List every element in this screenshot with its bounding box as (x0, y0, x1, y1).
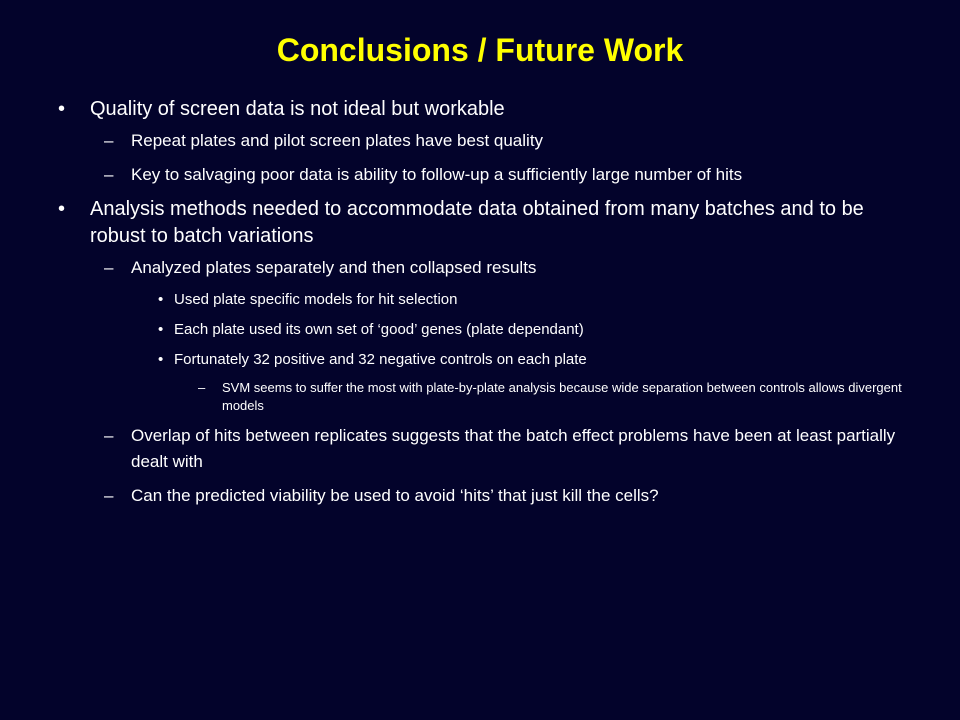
dash-marker: – (104, 258, 114, 277)
sub-bullet-item (104, 255, 916, 281)
sub-bullet-item (104, 128, 916, 154)
slide-body (56, 96, 916, 517)
third-level-text: Each plate used its own set of ‘good’ genes (plate dependant) (174, 321, 584, 338)
third-level-item (158, 319, 916, 340)
bullet-marker: • (158, 291, 164, 308)
bullet-text: Analysis methods needed to accommodate data obtained from many batches and to be robust to batch variations (90, 198, 864, 247)
bullet-marker: • (58, 198, 66, 220)
sub-bullet-item (104, 483, 916, 509)
dash-marker: – (104, 131, 114, 150)
bullet-marker: • (158, 351, 164, 368)
bullet-item (56, 196, 916, 250)
third-level-text: Fortunately 32 positive and 32 negative controls on each plate (174, 351, 587, 368)
dash-marker: – (104, 486, 114, 505)
slide-title: Conclusions / Future Work (276, 32, 684, 68)
third-level-text: Used plate specific models for hit selection (174, 291, 458, 308)
dash-marker: – (198, 380, 206, 395)
bullet-marker: • (158, 321, 164, 338)
sub-bullet-text: Repeat plates and pilot screen plates have best quality (131, 131, 544, 150)
sub-bullet-text: Key to salvaging poor data is ability to follow-up a sufficiently large number of hits (131, 165, 743, 184)
bullet-item (56, 96, 916, 123)
sub-bullet-text: Can the predicted viability be used to avoid ‘hits’ that just kill the cells? (131, 486, 659, 505)
bullet-marker: • (58, 98, 66, 120)
fourth-level-item (198, 379, 916, 415)
sub-bullet-text: Overlap of hits between replicates suggests that the batch effect problems have been at least partially dealt with (131, 426, 896, 471)
dash-marker: – (104, 426, 114, 445)
sub-bullet-item (104, 162, 916, 188)
fourth-level-text: SVM seems to suffer the most with plate-by-plate analysis because wide separation between controls allows divergent models (222, 380, 902, 413)
dash-marker: – (104, 165, 114, 184)
third-level-item (158, 349, 916, 370)
sub-bullet-text: Analyzed plates separately and then collapsed results (131, 258, 537, 277)
bullet-text: Quality of screen data is not ideal but workable (90, 98, 505, 120)
third-level-item (158, 289, 916, 310)
sub-bullet-item (104, 423, 916, 475)
